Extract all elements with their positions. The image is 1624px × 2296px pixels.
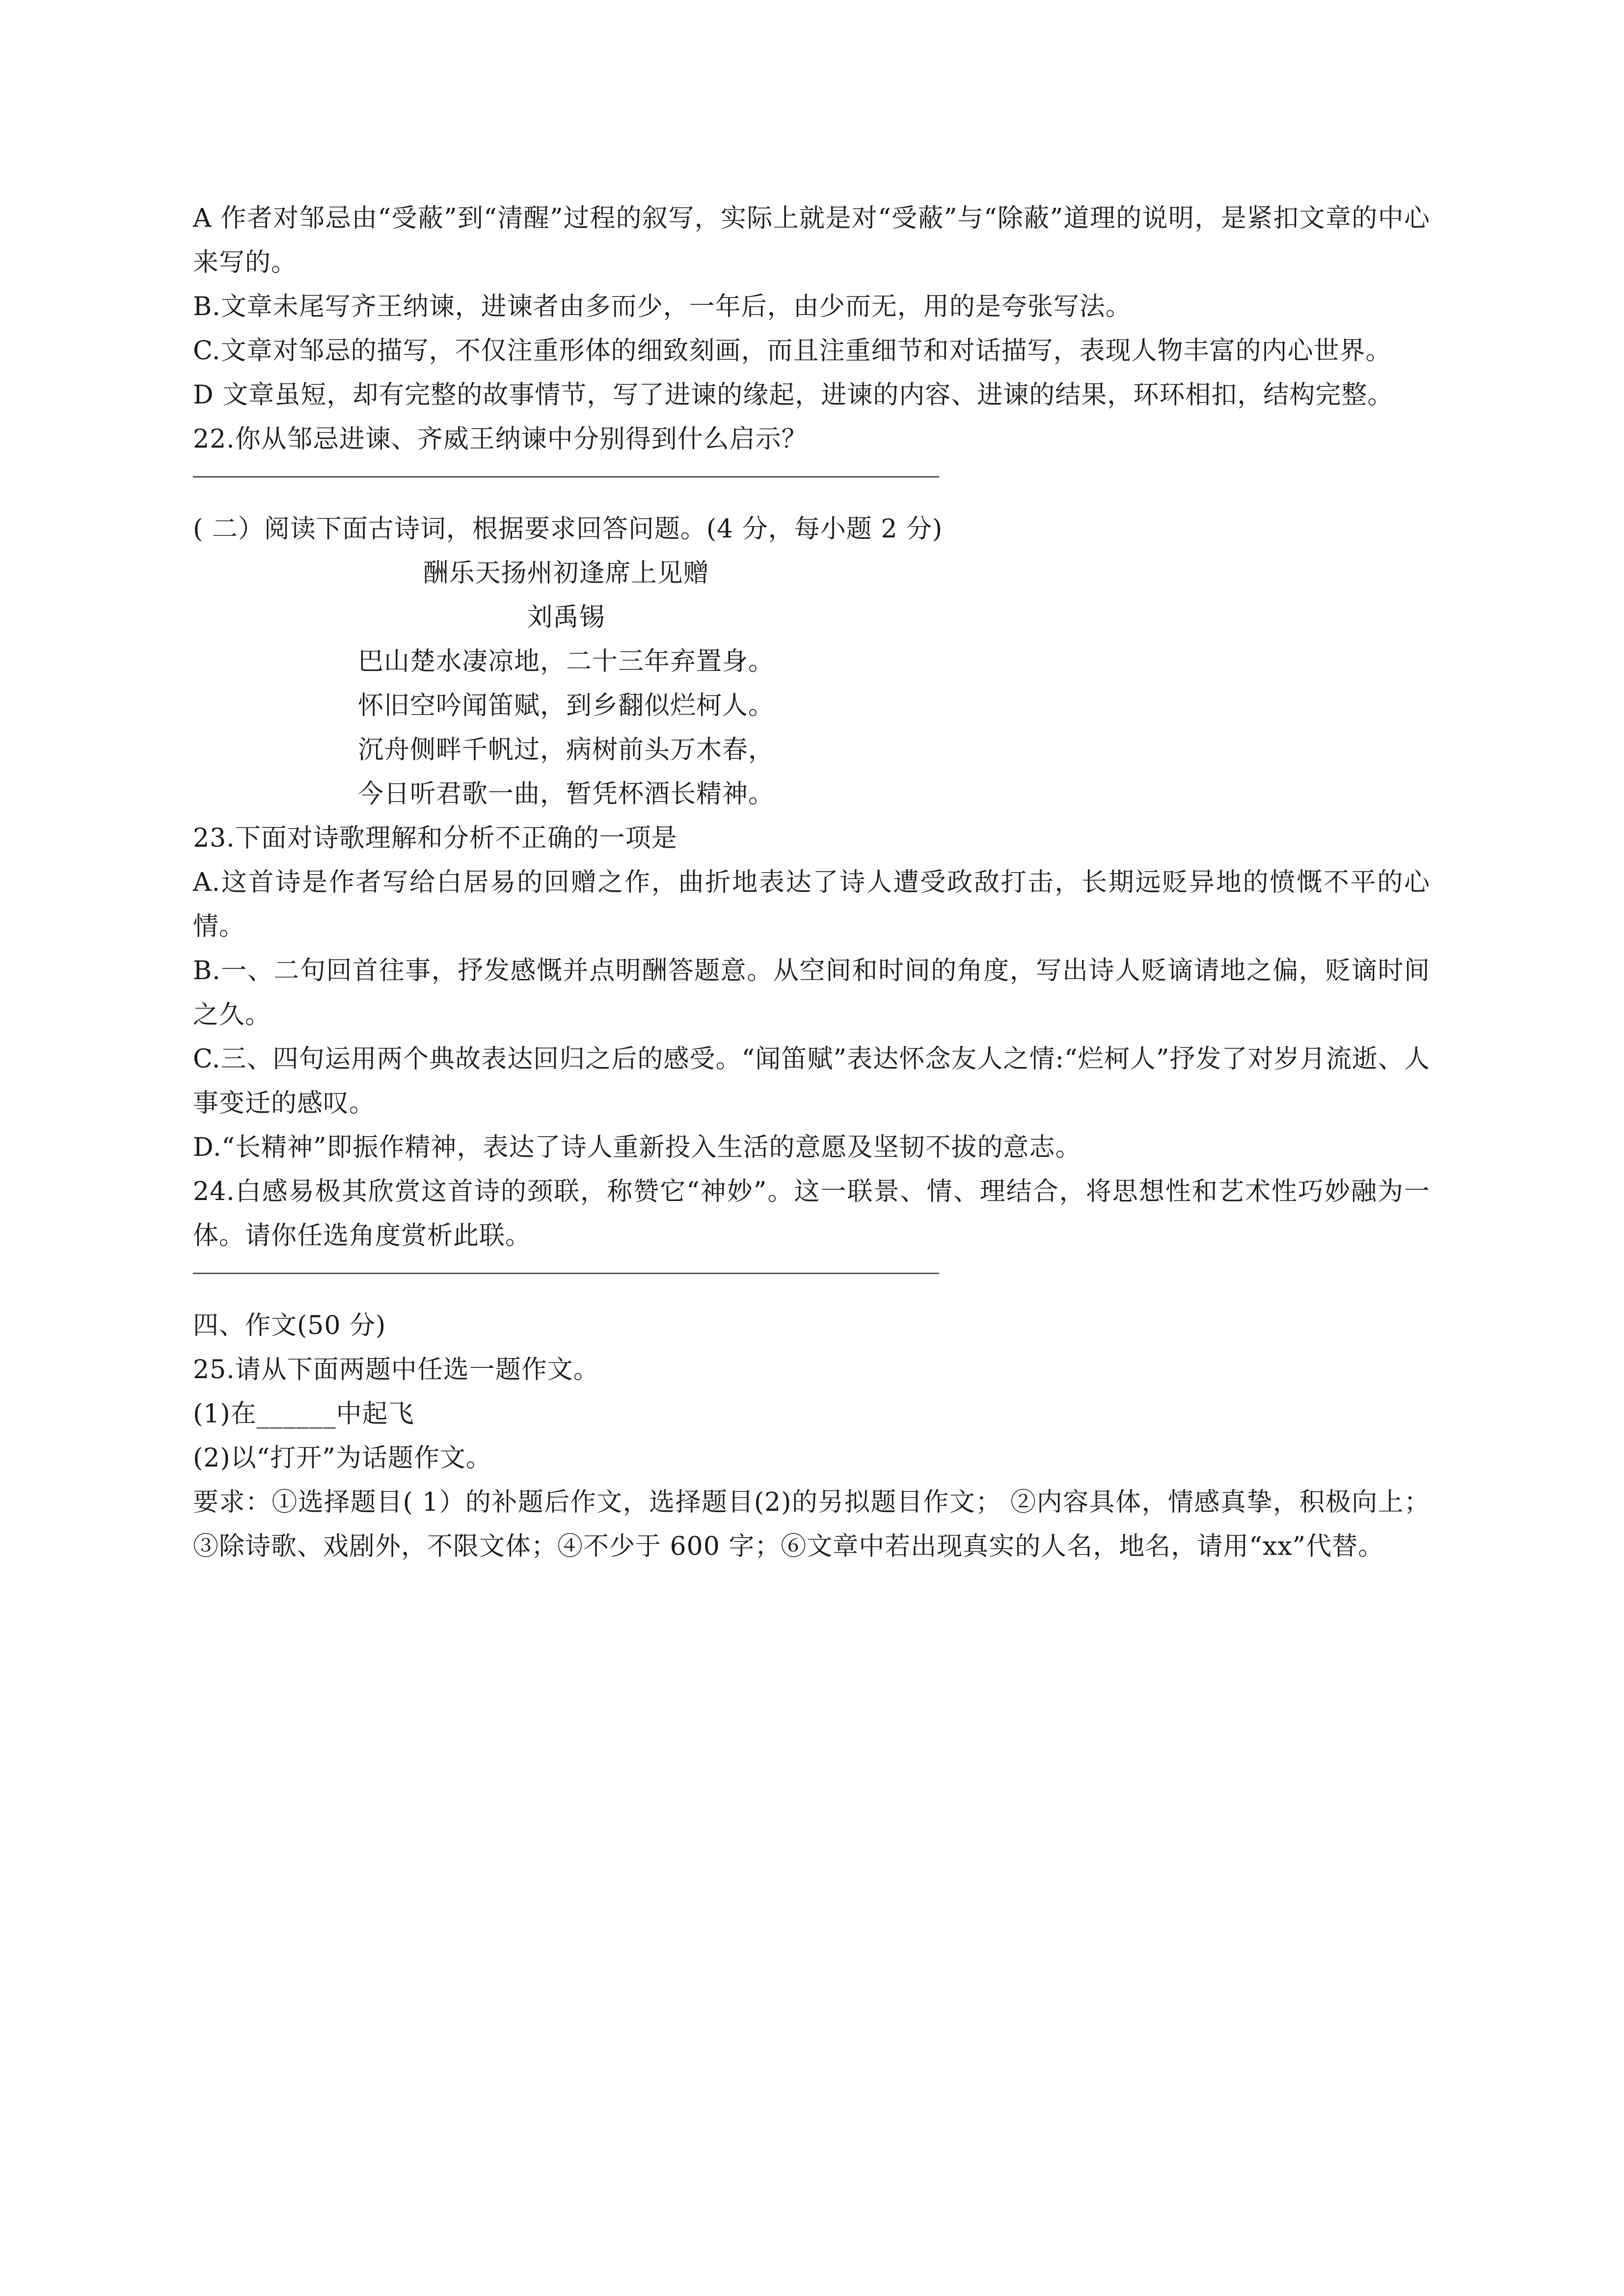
poem-line: 沉舟侧畔千帆过，病树前头万木春， bbox=[357, 735, 774, 765]
answer-line-22[interactable] bbox=[193, 476, 939, 478]
question-24: 24.白感易极其欣赏这首诗的颈联，称赞它“神妙”。这一联景、情、理结合，将思想性和艺术性巧妙融为一体。请你任选角度赏析此联。 bbox=[193, 1177, 1430, 1251]
section-4-heading: 四、作文(50 分) bbox=[193, 1311, 386, 1340]
q23-option-a: A.这首诗是作者写给白居易的回赠之作，曲折地表达了诗人遭受政敌打击，长期远贬异地的愤慨不平的心情。 bbox=[193, 868, 1430, 941]
q21-option-b: B.文章未尾写齐王纳谏，进谏者由多而少，一年后，由少而无，用的是夸张写法。 bbox=[193, 292, 1132, 321]
q21-option-d: D 文章虽短，却有完整的故事情节，写了进谏的缘起，进谏的内容、进谏的结果，环环相扣，结构完整。 bbox=[193, 380, 1394, 410]
q25-requirements: 要求：①选择题目( 1）的补题后作文，选择题目(2)的另拟题目作文； ②内容具体，情感真挚，积极向上；③除诗歌、戏剧外，不限文体；④不少于 600 字；⑥文章中若出现真实的人名，地名，请用“xx”代替。 bbox=[193, 1488, 1430, 1561]
poem-author: 刘禹锡 bbox=[527, 603, 605, 632]
q21-option-c: C.文章对邹忌的描写，不仅注重形体的细致刻画，而且注重细节和对话描写，表现人物丰富的内心世界。 bbox=[193, 336, 1392, 366]
q25-option-1: (1)在______中起飞 bbox=[193, 1399, 414, 1429]
poem bbox=[193, 551, 939, 816]
answer-line-24[interactable] bbox=[193, 1273, 939, 1274]
poem-title: 酬乐天扬州初逢席上见赠 bbox=[423, 559, 709, 588]
poem-line: 今日听君歌一曲，暂凭杯酒长精神。 bbox=[357, 779, 774, 809]
exam-page bbox=[193, 196, 1430, 1569]
question-25-stem: 25.请从下面两题中任选一题作文。 bbox=[193, 1355, 599, 1385]
q23-option-b: B.一、二句回首往事，抒发感慨并点明酬答题意。从空间和时间的角度，写出诗人贬谪请地之偏，贬谪时间之久。 bbox=[193, 956, 1430, 1030]
question-22: 22.你从邹忌进谏、齐威王纳谏中分别得到什么启示？ bbox=[193, 425, 808, 454]
poem-line: 巴山楚水凄凉地，二十三年弃置身。 bbox=[357, 647, 774, 676]
question-23-stem: 23.下面对诗歌理解和分析不正确的一项是 bbox=[193, 824, 677, 853]
q25-option-2: (2)以“打开”为话题作文。 bbox=[193, 1443, 492, 1473]
q21-option-a: A 作者对邹忌由“受蔽”到“清醒”过程的叙写，实际上就是对“受蔽”与“除蔽”道理的说明，是紧扣文章的中心来写的。 bbox=[193, 204, 1430, 277]
poem-line: 怀旧空吟闻笛赋，到乡翻似烂柯人。 bbox=[357, 691, 774, 721]
q23-option-c: C.三、四句运用两个典故表达回归之后的感受。“闻笛赋”表达怀念友人之情:“烂柯人”抒发了对岁月流逝、人事变迁的感叹。 bbox=[193, 1044, 1430, 1118]
q23-option-d: D.“长精神”即振作精神，表达了诗人重新投入生活的意愿及坚韧不拔的意志。 bbox=[193, 1133, 1082, 1162]
section-2-heading: ( 二）阅读下面古诗词，根据要求回答问题。(4 分，每小题 2 分) bbox=[193, 514, 943, 544]
